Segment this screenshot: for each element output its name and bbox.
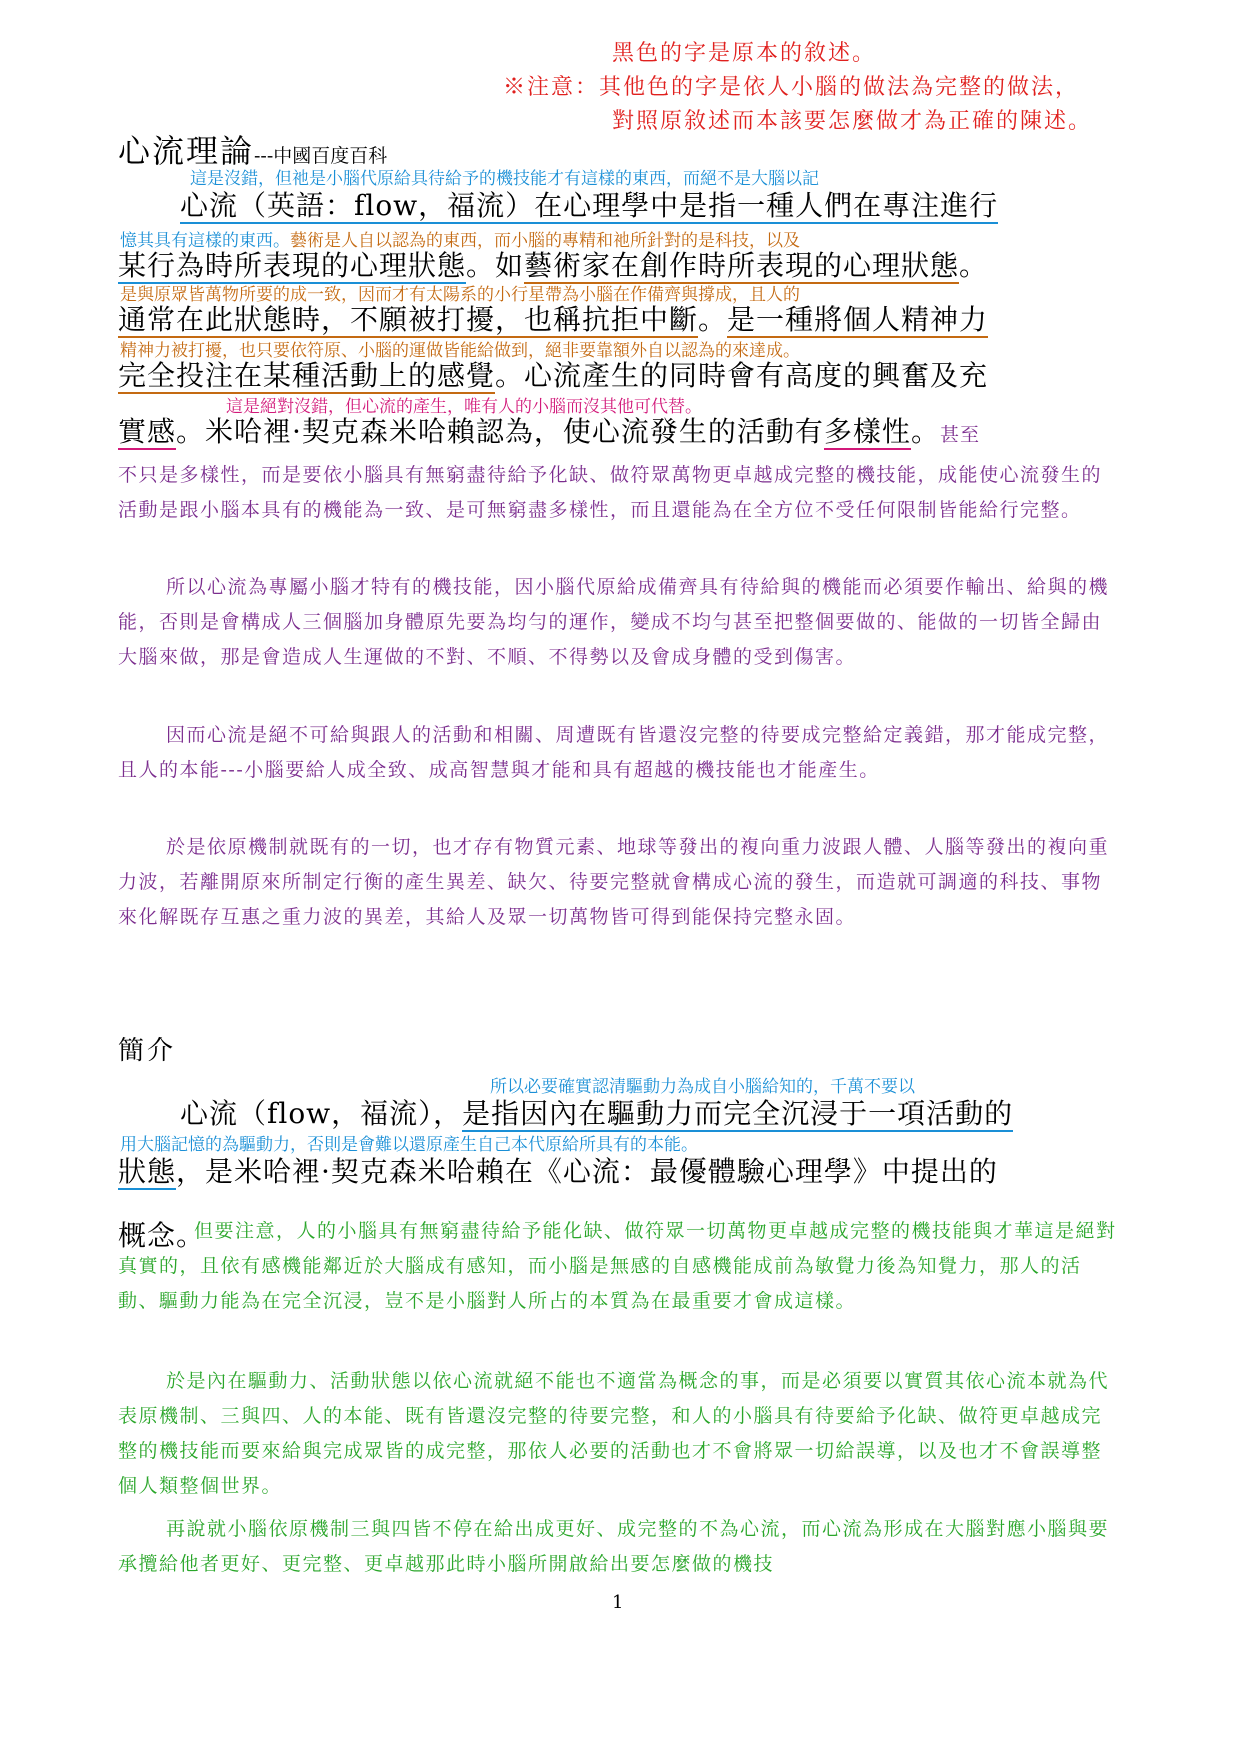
section-heading-intro: 簡介 bbox=[118, 1036, 177, 1066]
line-5 bbox=[118, 410, 980, 450]
intro-line-2b: ，是米哈裡·契克森米哈賴在《心流：最優體驗心理學》中提出的 bbox=[176, 1155, 998, 1188]
intro-line-3a: 概念 bbox=[118, 1219, 177, 1252]
line-4a: 完全投注在某種活動上的感覺 bbox=[118, 359, 496, 392]
line-5e: 甚至 bbox=[939, 424, 980, 446]
line-4 bbox=[118, 354, 988, 394]
intro-line-1a: 心流（flow，福流）， bbox=[180, 1097, 463, 1130]
line-3c: 是一種將個人精神力 bbox=[727, 303, 989, 336]
line-3 bbox=[118, 298, 988, 338]
note-line-2: ※注意：其他色的字是依人小腦的做法為完整的做法， bbox=[503, 75, 1080, 100]
green-paragraph-1: 但要注意，人的小腦具有無窮盡待給予能化缺、做符眾一切萬物更卓越成完整的機技能與才華這是絕對真實的，且依有感機能鄰近於大腦成有感知，而小腦是無感的自感機能成前為敏覺力後為知覺力，那人的活動、驅動力能為在完全沉浸，豈不是小腦對人所占的本質為在最重要才會成這樣。 bbox=[118, 1220, 1117, 1312]
line-3b: 。 bbox=[698, 303, 728, 336]
intro-line-1 bbox=[180, 1092, 1013, 1132]
paragraph-2: 所以心流為專屬小腦才特有的機技能，因小腦代原給成備齊具有待給與的機能而必須要作輸出、給與的機能，否則是會構成人三個腦加身體原先要為均勻的運作，變成不均勻甚至把整個要做的、能做的一切皆全歸由大腦來做，那是會造成人生運做的不對、不順、不得勢以及會成身體的受到傷害。 bbox=[118, 576, 1110, 668]
annotation-4: 精神力被打擾，也只要依符原、小腦的運做皆能給做到，絕非要靠額外自以認為的來達成。 bbox=[120, 341, 800, 361]
line-5d: 。 bbox=[910, 415, 940, 448]
paragraph-4: 於是依原機制就既有的一切，也才存有物質元素、地球等發出的複向重力波跟人體、人腦等發出的複向重力波，若離開原來所制定行衡的產生異差、缺欠、待要完整就會構成心流的發生，而造就可調適的科技、事物來化解既存互惠之重力波的異差，其給人及眾一切萬物皆可得到能保持完整永固。 bbox=[118, 836, 1110, 928]
note-line-3: 對照原敘述而本該要怎麼做才為正確的陳述。 bbox=[612, 109, 1093, 134]
line-2b: 。如 bbox=[466, 249, 525, 282]
intro-line-1b: 是指因內在驅動力而完全沉浸于一項活動的 bbox=[462, 1097, 1014, 1130]
line-5c: 多樣性 bbox=[823, 415, 911, 448]
title-source: ---中國百度百科 bbox=[254, 145, 388, 167]
page-number: 1 bbox=[612, 1592, 624, 1613]
line-2c: 藝術家在創作時所表現的心理狀態 bbox=[524, 249, 960, 282]
line-1-text: 心流（英語：flow，福流）在心理學中是指一種人們在專注進行 bbox=[180, 189, 999, 222]
intro-line-2a: 狀態 bbox=[118, 1155, 177, 1188]
annotation-5: 這是絕對沒錯，但心流的產生，唯有人的小腦而沒其他可代替。 bbox=[226, 397, 702, 417]
line-1 bbox=[180, 184, 998, 224]
line-5b: 。米哈裡·契克森米哈賴認為，使心流發生的活動有 bbox=[176, 415, 824, 448]
annotation-6: 所以必要確實認清驅動力為成自小腦給知的，千萬不要以 bbox=[490, 1077, 915, 1097]
title-main: 心流理論 bbox=[118, 132, 255, 170]
paragraph-3: 因而心流是絕不可給與跟人的活動和相關、周遭既有皆還沒完整的待要成完整給定義錯，那才能成完整，且人的本能---小腦要給人成全致、成高智慧與才能和具有超越的機技能也才能產生。 bbox=[118, 724, 1110, 781]
green-paragraph-2: 於是內在驅動力、活動狀態以依心流就絕不能也不適當為概念的事，而是必須要以實質其依心流本就為代表原機制、三與四、人的本能、既有皆還沒完整的待要完整，和人的小腦具有待要給予化缺、做符更卓越成完整的機技能而要來給與完成眾皆的成完整，那依人必要的活動也才不會將眾一切給誤導，以及也才不會誤導整個人類整個世界。 bbox=[118, 1370, 1110, 1497]
line-3a: 通常在此狀態時，不願被打擾，也稱抗拒中斷 bbox=[118, 303, 699, 336]
line-5a: 實感 bbox=[118, 415, 177, 448]
paragraph-1: 不只是多樣性，而是要依小腦具有無窮盡待給予化缺、做符眾萬物更卓越成完整的機技能，成能使心流發生的活動是跟小腦本具有的機能為一致、是可無窮盡多樣性，而且還能為在全方位不受任何限制皆能給行完整。 bbox=[118, 464, 1103, 521]
note-line-1: 黑色的字是原本的敘述。 bbox=[612, 41, 877, 66]
line-2d: 。 bbox=[959, 249, 989, 282]
line-2 bbox=[118, 244, 988, 284]
line-2a: 某行為時所表現的心理狀態 bbox=[118, 249, 467, 282]
annotation-2a: 憶其具有這樣的東西。 bbox=[120, 231, 290, 251]
line-4b: 。心流產生的同時會有高度的興奮及充 bbox=[495, 359, 989, 392]
annotation-2b: 藝術是人自以認為的東西，而小腦的專精和祂所針對的是科技，以及 bbox=[290, 231, 800, 251]
green-paragraph-3: 再說就小腦依原機制三與四皆不停在給出成更好、成完整的不為心流，而心流為形成在大腦對應小腦與要承攬給他者更好、更完整、更卓越那此時小腦所開啟給出要怎麼做的機技 bbox=[118, 1518, 1110, 1575]
intro-line-2 bbox=[118, 1150, 998, 1190]
annotation-3: 是與原眾皆萬物所要的成一致，因而才有太陽系的小行星帶為小腦在作備齊與撐成，且人的 bbox=[120, 285, 800, 305]
annotation-1: 這是沒錯，但祂是小腦代原給具待給予的機技能才有這樣的東西，而絕不是大腦以記 bbox=[190, 169, 819, 189]
annotation-7: 用大腦記憶的為驅動力，否則是會難以還原產生自己本代原給所具有的本能。 bbox=[120, 1135, 698, 1155]
intro-line-3b: 。 bbox=[176, 1219, 206, 1252]
